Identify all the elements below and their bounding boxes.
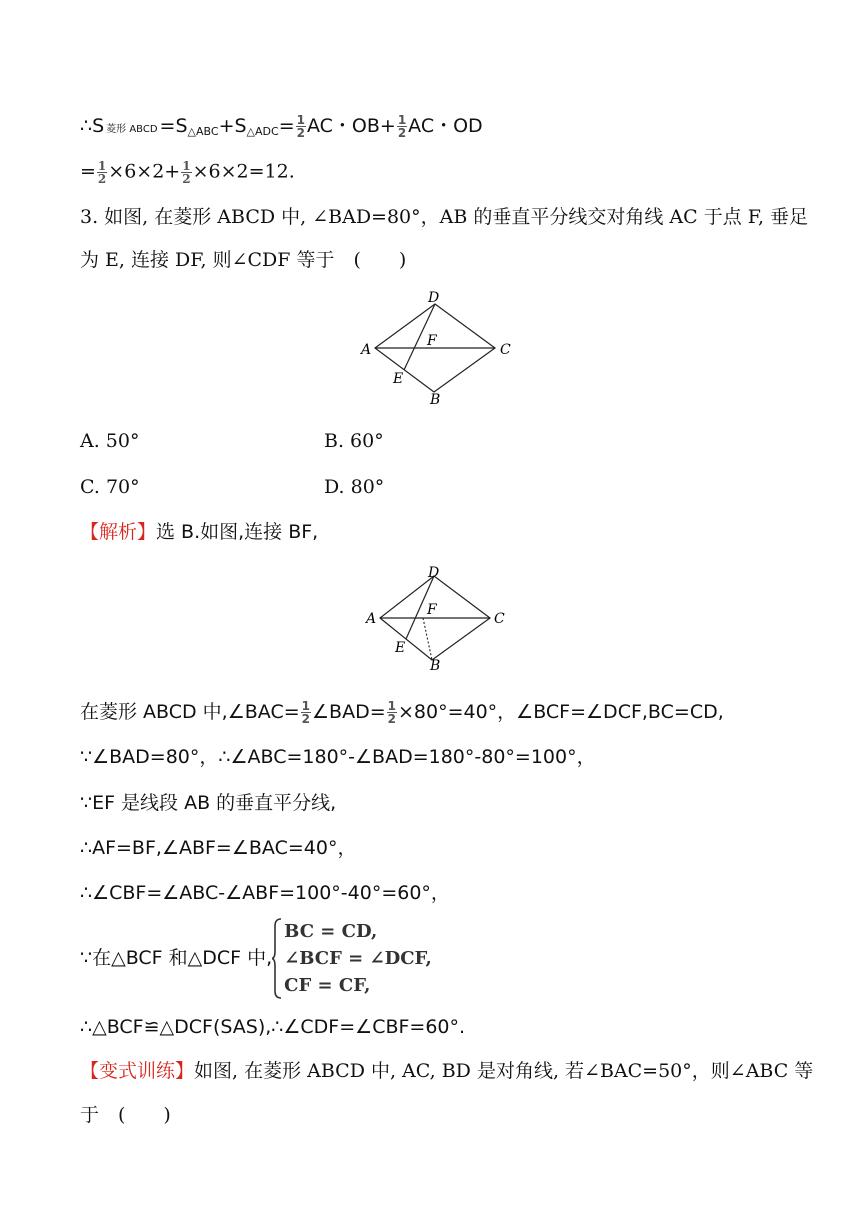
fraction-half: $\frac{1}{2}$ [387, 699, 396, 726]
rhombus-figure-1 [0, 290, 860, 420]
solution-line-3: ∵EF 是线段 AB 的垂直平分线, [80, 792, 337, 814]
variant-line-1: 【变式训练】如图, 在菱形 ABCD 中, AC, BD 是对角线, 若∠BAC=50°，则∠ABC 等 [80, 1060, 814, 1082]
svg-text:C: C [494, 611, 505, 627]
rhombus-figure-2 [0, 562, 860, 682]
fraction-half: $\frac{1}{2}$ [397, 113, 407, 140]
area-formula-line: ∴S 菱形 ABCD $=S_{\triangle ABC}+S_{\triangle ADC}=$ $\frac{1}{2}$ AC・OB+ $\frac{1}{2}$ AC・OD [80, 113, 483, 140]
svg-text:A: A [366, 611, 377, 627]
svg-text:F: F [427, 333, 437, 349]
equation-system [272, 918, 432, 999]
option-a: A. 50° [80, 430, 140, 452]
svg-text:C: C [500, 342, 511, 358]
solution-line-2: ∵∠BAD=80°，∴∠ABC=180°-∠BAD=180°-80°=100°， [80, 746, 596, 768]
variant-tag: 【变式训练】 [80, 1060, 195, 1082]
area-result-line: = $\frac{1}{2}$ ×6×2+ $\frac{1}{2}$ ×6×2=12. [80, 159, 295, 186]
solution-line-6: ∵在△BCF 和△DCF 中, BC = CD, ∠BCF = ∠DCF, CF = CF, [80, 918, 432, 999]
analysis-tag: 【解析】 [80, 521, 157, 543]
analysis-heading: 【解析】选 B.如图,连接 BF, [80, 521, 319, 543]
fraction-half: $\frac{1}{2}$ [296, 113, 305, 140]
solution-line-1: 在菱形 ABCD 中,∠BAC= $\frac{1}{2}$ ∠BAD= $\frac{1}{2}$ ×80°=40°，∠BCF=∠DCF,BC=CD, [80, 699, 724, 726]
option-d: D. 80° [324, 476, 385, 498]
svg-text:D: D [428, 565, 440, 581]
solution-line-7: ∴△BCF≌△DCF(SAS),∴∠CDF=∠CBF=60°. [80, 1016, 466, 1038]
svg-text:D: D [428, 290, 440, 306]
question-3-line-1: 3. 如图, 在菱形 ABCD 中, ∠BAD=80°，AB 的垂直平分线交对角线 AC 于点 F, 垂足 [80, 206, 809, 228]
subscript-rhombus: 菱形 ABCD [106, 124, 158, 135]
left-brace-icon [272, 918, 282, 999]
equation-1: BC = CD, [284, 921, 378, 942]
solution-line-5: ∴∠CBF=∠ABC-∠ABF=100°-40°=60°， [80, 882, 450, 904]
equation-2: ∠BCF = ∠DCF, [284, 948, 432, 969]
svg-text:B: B [430, 392, 441, 408]
svg-text:E: E [393, 371, 404, 387]
fraction-half: $\frac{1}{2}$ [301, 699, 310, 726]
svg-text:E: E [395, 640, 406, 656]
fraction-half: $\frac{1}{2}$ [97, 159, 107, 186]
equation-3: CF = CF, [284, 975, 371, 996]
question-3-line-2: 为 E, 连接 DF, 则∠CDF 等于 ( ) [80, 249, 407, 271]
option-b: B. 60° [324, 430, 384, 452]
variant-line-2: 于 ( ) [80, 1104, 171, 1126]
solution-line-4: ∴AF=BF,∠ABF=∠BAC=40°， [80, 837, 357, 859]
svg-text:F: F [427, 602, 437, 618]
svg-text:A: A [361, 342, 372, 358]
svg-text:B: B [430, 658, 441, 674]
option-c: C. 70° [80, 476, 140, 498]
fraction-half: $\frac{1}{2}$ [182, 159, 191, 186]
